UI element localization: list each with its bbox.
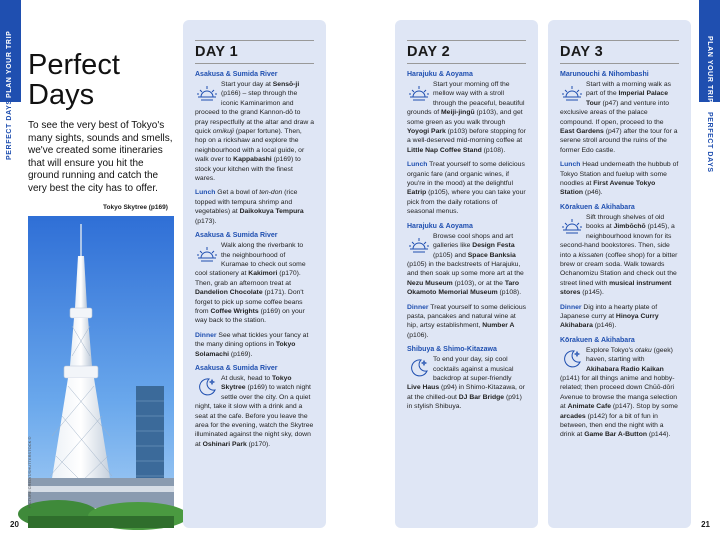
text-run: Walk along the riverbank to the neighbourhood of Kuramae to check out some cool stationery at — [195, 242, 306, 278]
text-run: Treat yourself to some delicious pasta, pancakes and natural wine at hip, artsy establishment, — [407, 303, 526, 330]
moon-icon — [407, 356, 431, 380]
heading-rule — [560, 63, 679, 64]
place-name: Imperial Palace Tour — [586, 90, 668, 107]
text-run: kissaten — [578, 251, 604, 259]
place-name: Little Nap Coffee Stand — [407, 146, 482, 154]
section-heading: Shibuya & Shimo-Kitazawa — [407, 346, 497, 354]
text-run: Browse cool shops and art galleries like — [433, 232, 514, 250]
text-run: (p141) for all things anime and hobby-related; then proceed down Chūō-dōri Avenue to browse the manga selection at — [560, 374, 678, 411]
text-run: (p142) for a bit of fun in between, then end the night with a drink at — [560, 412, 664, 439]
section-text — [195, 374, 314, 449]
skytree-photo — [28, 216, 174, 528]
place-name: Tokyo Skytree — [221, 374, 292, 392]
text-run: (p169) on your way back to the station. — [195, 307, 305, 325]
section-text — [195, 80, 314, 183]
text-run: Start with a morning walk as part of the — [586, 81, 671, 98]
meal-text — [195, 188, 314, 226]
right-tab-perfect-days: PERFECT DAYS — [706, 112, 713, 173]
text-run: (p47) after the tour for a serene stroll around the ruins of the former Edo castle. — [560, 128, 678, 154]
section-text — [407, 355, 526, 411]
text-run: (p105), where you can take your pick from the daily rotations of seasonal menus. — [407, 189, 526, 216]
text-run: (geek) haven, starting with — [586, 346, 673, 364]
text-run: Get a bowl of — [215, 189, 260, 197]
meal-entry — [560, 160, 679, 198]
section-text — [560, 213, 679, 298]
text-run: (paper fortune). Then, hop on a rickshaw and explore the neighbourhood with a local guide, or walk over to — [195, 128, 305, 164]
place-name: Hinoya Curry Akihabara — [560, 312, 659, 330]
place-name: Design Festa — [472, 242, 515, 250]
place-name: Tokyo Solamachi — [195, 341, 296, 358]
section-text — [195, 241, 314, 326]
section-text — [560, 346, 679, 440]
photo-credit: PICTURE CREDIT/SHUTTERSTOCK © — [27, 436, 32, 508]
itinerary-section — [560, 70, 679, 155]
text-run: Start your day at — [221, 81, 273, 88]
place-name: First Avenue Tokyo Station — [560, 180, 656, 197]
place-name: Yoyogi Park — [407, 128, 446, 136]
text-run: (p169) to watch night settle over the city. On a quiet night, take it slow with a drink and a seat at the cafe. Before you leave the area for the evening, watch the Skytree illuminated against the night sky, down at — [195, 384, 314, 448]
place-name: Coffee Wrights — [210, 307, 259, 315]
text-run: Dig into a hearty plate of Japanese curry at — [560, 303, 658, 320]
meal-label: Lunch — [560, 161, 581, 169]
meal-label: Lunch — [407, 161, 428, 169]
text-run: To end your day, sip cool cocktails against a musical backdrop at super-friendly — [433, 356, 514, 382]
sun-icon — [195, 81, 219, 105]
place-name: East Gardens — [560, 128, 604, 136]
meal-entry — [407, 303, 526, 341]
text-run: (p170). — [246, 440, 271, 448]
itinerary-section — [195, 70, 314, 183]
place-name: Live Haus — [407, 384, 440, 392]
place-name: Animate Cafe — [567, 403, 611, 411]
section-heading: Harajuku & Aoyama — [407, 222, 473, 230]
section-heading: Kōrakuen & Akihabara — [560, 203, 635, 211]
section-text — [407, 80, 526, 155]
place-name: Daikokuya Tempura — [239, 208, 304, 216]
meal-text — [407, 303, 526, 341]
meal-entry — [560, 303, 679, 331]
place-name: Dandelion Chocolate — [195, 289, 263, 297]
text-run: Sift through shelves of old books at — [586, 213, 665, 231]
text-run: (p145). — [580, 289, 604, 297]
text-run: (p171). Don't forget to pick up some coffee beans from — [195, 289, 304, 315]
place-name: Oshinari Park — [202, 440, 247, 448]
text-run: Explore Tokyo's — [586, 346, 636, 354]
title-line-2: Days — [28, 79, 95, 111]
meal-text — [195, 331, 314, 359]
page-title — [28, 50, 120, 110]
place-name: Akihabara Radio Kaikan — [586, 365, 664, 373]
meal-text — [560, 303, 679, 331]
left-tab-perfect-days: PERFECT DAYS — [6, 99, 13, 160]
place-name: Jimbōchō — [613, 223, 646, 231]
heading-rule — [195, 63, 314, 64]
moon-icon — [195, 375, 219, 399]
section-heading: Asakusa & Sumida River — [195, 71, 278, 78]
meal-label: Lunch — [195, 189, 216, 197]
day-card-2 — [395, 20, 538, 528]
day-card-1 — [183, 20, 326, 528]
itinerary-section — [407, 222, 526, 298]
itinerary-section — [560, 336, 679, 440]
day-heading: DAY 1 — [195, 40, 314, 60]
intro-paragraph: To see the very best of Tokyo's many sights, sounds and smells, we've created some itineraries that will ensure you hit the ground running and catch the very best the city has to offer. — [28, 120, 173, 194]
left-edge-tab — [0, 0, 21, 532]
text-run: (p166) – step through the iconic Kaminarimon and proceed to the grand Kannon-dō to pray respectfully at the altar and draw a quick — [195, 90, 315, 136]
meal-label: Dinner — [560, 303, 582, 311]
right-tab-plan-your-trip: PLAN YOUR TRIP — [706, 36, 713, 104]
section-heading: Kōrakuen & Akihabara — [560, 336, 635, 344]
place-name: Kappabashi — [233, 156, 272, 164]
text-run: (p103) before stopping for a well-deserved mid-morning coffee at — [407, 128, 526, 145]
sun-icon — [407, 233, 431, 257]
place-name: musical instrument stores — [560, 279, 672, 297]
section-heading: Asakusa & Sumida River — [195, 232, 278, 240]
place-name: Meiji-jingū — [441, 109, 475, 117]
title-line-1: Perfect — [28, 49, 120, 81]
text-run: (p170). Then, grab an afternoon treat at — [195, 270, 301, 287]
day-heading: DAY 3 — [560, 40, 679, 60]
page-number-right: 21 — [701, 520, 710, 529]
text-run: Head underneath the hubbub of Tokyo Station and fuelup with some noodles at — [560, 161, 679, 188]
text-run: See what tickles your fancy at the many dining options in — [195, 331, 309, 349]
day-card-3 — [548, 20, 691, 528]
text-run: (p145), a neighbourhood known for its second-hand bookstores. Then, side into a — [560, 223, 675, 259]
place-name: Space Banksia — [467, 251, 516, 259]
skytree-illustration — [28, 216, 174, 528]
itinerary-section — [407, 70, 526, 155]
place-name: arcades — [560, 412, 586, 420]
text-run: (p147). Stop by some — [611, 403, 678, 411]
text-run: (coffee shop) for a bitter brew or cream soda. Walk towards Ochanomizu Station and check out the street lined with — [560, 251, 678, 287]
place-name: Eatrip — [407, 189, 427, 197]
sun-icon — [407, 81, 431, 105]
text-run: (p91) in stylish Shibuya. — [407, 393, 522, 411]
text-run: At dusk, head to — [221, 374, 273, 382]
place-name: Taro Okamoto Memorial Museum — [407, 279, 520, 297]
text-run: (p106). — [407, 331, 429, 339]
section-heading: Harajuku & Aoyama — [407, 71, 473, 78]
section-text — [407, 232, 526, 298]
text-run: (p146). — [592, 322, 617, 330]
place-name: DJ Bar Bridge — [458, 393, 505, 401]
place-name: Sensō-ji — [272, 81, 300, 88]
section-text — [560, 80, 679, 155]
day-heading: DAY 2 — [407, 40, 526, 60]
right-edge-tab — [699, 0, 720, 532]
text-run: (p169). — [229, 350, 253, 358]
meal-entry — [195, 188, 314, 226]
meal-entry — [407, 160, 526, 216]
text-run: omikuji — [212, 128, 234, 136]
text-run: (p169) to stock your kitchen with the finest wares. — [195, 156, 301, 183]
text-run: (p103), and get some green as you walk through — [407, 109, 523, 126]
text-run: (p103), or at the — [452, 279, 505, 287]
text-run: (p144). — [647, 431, 671, 439]
text-run: otaku — [635, 346, 652, 354]
itinerary-section — [560, 203, 679, 298]
text-run: (p108). — [497, 289, 522, 297]
text-run: Treat yourself to some delicious organic fare (and organic wines, if you're in the mood) at the delightful — [407, 161, 525, 188]
place-name: Game Bar A-Button — [584, 431, 647, 439]
section-heading: Asakusa & Sumida River — [195, 364, 278, 372]
text-run: (p105) in the backstreets of Harajuku, and then soak up some more art at the — [407, 260, 524, 278]
photo-caption: Tokyo Skytree (p169) — [103, 204, 168, 211]
itinerary-section — [195, 364, 314, 449]
heading-rule — [407, 63, 526, 64]
meal-text — [407, 160, 526, 216]
text-run: (p46). — [583, 189, 603, 197]
sun-icon — [195, 242, 219, 266]
place-name: Number A — [482, 322, 515, 330]
meal-label: Dinner — [195, 331, 217, 339]
itinerary-section — [407, 345, 526, 411]
place-name: Kakimori — [248, 270, 278, 278]
text-run: (p108). — [481, 146, 506, 154]
left-tab-plan-your-trip: PLAN YOUR TRIP — [6, 30, 13, 98]
text-run: ten-don — [259, 189, 283, 197]
place-name: Nezu Museum — [407, 279, 453, 287]
meal-label: Dinner — [407, 303, 429, 311]
sun-icon — [560, 214, 584, 238]
text-run: (rice topped with tempura shrimp and vegetables) at — [195, 189, 298, 216]
text-run: Start your morning off the mellow way with a stroll through the peaceful, beautiful grounds of — [407, 81, 525, 117]
itinerary-section — [195, 231, 314, 326]
page-number-left: 20 — [10, 520, 19, 529]
text-run: (p94) in Shimo-Kitazawa, or at the chilled-out — [407, 384, 525, 401]
section-heading: Marunouchi & Nihombashi — [560, 71, 649, 78]
text-run: (p173). — [195, 217, 217, 225]
text-run: (p105) and — [433, 251, 468, 259]
text-run: (p47) and venture into exclusive areas of the palace compound. If open, proceed to the — [560, 99, 669, 126]
meal-text — [560, 160, 679, 198]
meal-entry — [195, 331, 314, 359]
sun-icon — [560, 81, 584, 105]
moon-icon — [560, 347, 584, 371]
